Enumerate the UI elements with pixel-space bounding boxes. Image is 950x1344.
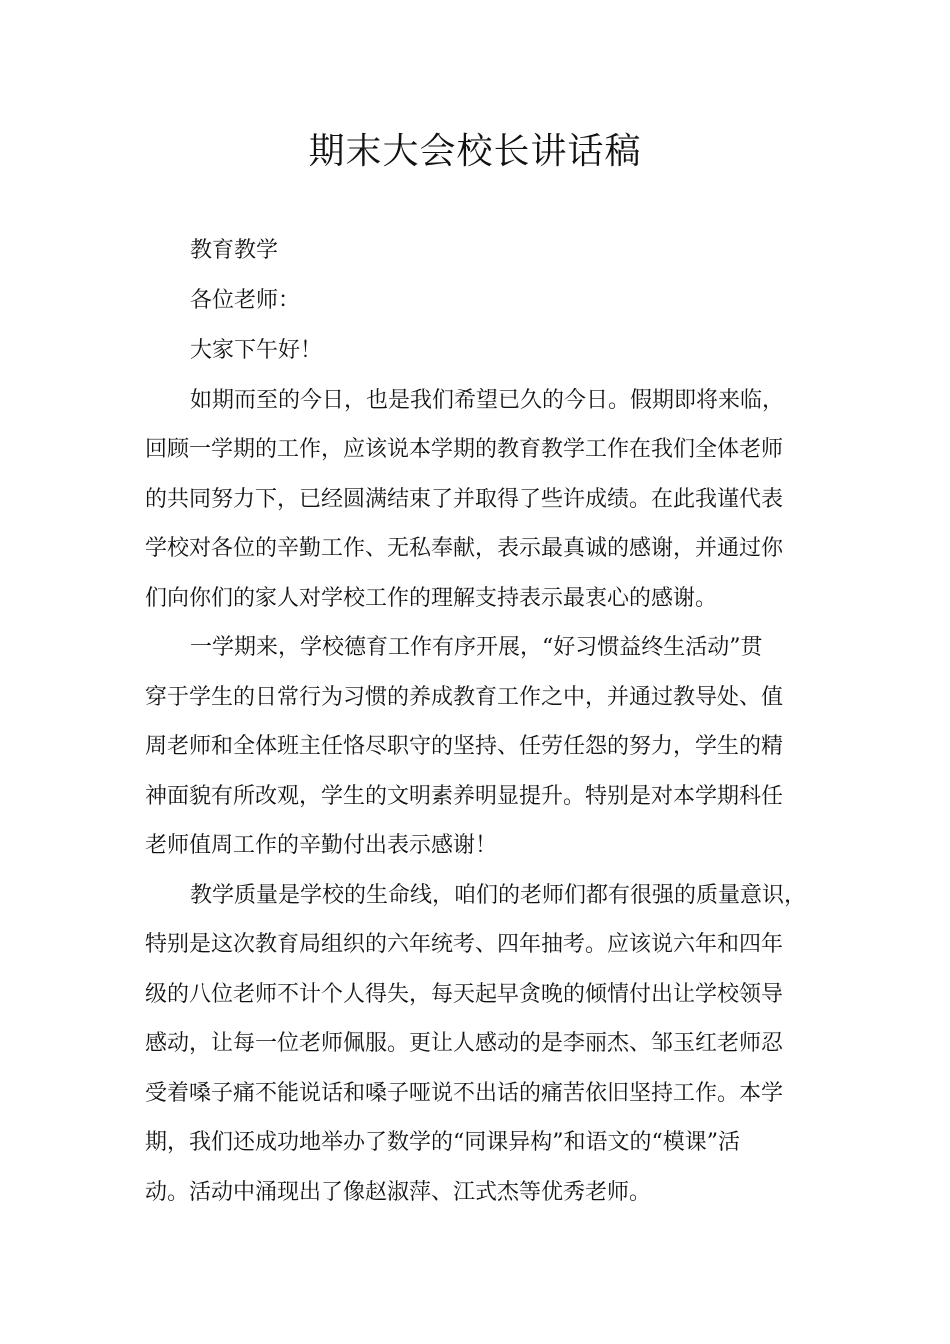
salutation: 各位老师： (190, 288, 301, 313)
paragraph-2-line: 穿于学生的日常行为习惯的养成教育工作之中，并通过教导处、值 (145, 685, 784, 710)
paragraph-1-line: 的共同努力下，已经圆满结束了并取得了些许成绩。在此我谨代表 (145, 487, 784, 512)
paragraph-3-line: 级的八位老师不计个人得失，每天起早贪晚的倾情付出让学校领导 (145, 982, 784, 1007)
paragraph-3-line: 教学质量是学校的生命线，咱们的老师们都有很强的质量意识， (190, 883, 807, 908)
paragraph-3-line: 感动，让每一位老师佩服。更让人感动的是李丽杰、邹玉红老师忍 (145, 1031, 784, 1056)
section-label: 教育教学 (190, 238, 279, 263)
paragraph-1-line: 学校对各位的辛勤工作、无私奉献，表示最真诚的感谢，并通过你 (145, 536, 784, 561)
paragraph-1-line: 回顾一学期的工作，应该说本学期的教育教学工作在我们全体老师 (145, 437, 784, 462)
paragraph-2-line: 老师值周工作的辛勤付出表示感谢！ (145, 833, 498, 858)
paragraph-2-line: 神面貌有所改观，学生的文明素养明显提升。特别是对本学期科任 (145, 784, 784, 809)
paragraph-3-line: 特别是这次教育局组织的六年统考、四年抽考。应该说六年和四年 (145, 932, 784, 957)
document-title: 期末大会校长讲话稿 (308, 131, 642, 172)
paragraph-3-line: 期，我们还成功地举办了数学的“同课异构”和语文的“模课”活 (145, 1130, 740, 1155)
greeting: 大家下午好！ (190, 338, 323, 363)
paragraph-1-line: 们向你们的家人对学校工作的理解支持表示最衷心的感谢。 (145, 586, 718, 611)
paragraph-2-line: 周老师和全体班主任恪尽职守的坚持、任劳任怨的努力，学生的精 (145, 734, 784, 759)
paragraph-3-line: 受着嗓子痛不能说话和嗓子哑说不出话的痛苦依旧坚持工作。本学 (145, 1081, 784, 1106)
paragraph-1-line: 如期而至的今日，也是我们希望已久的今日。假期即将来临， (190, 388, 785, 413)
paragraph-2-line: 一学期来，学校德育工作有序开展，“好习惯益终生活动”贯 (190, 635, 763, 660)
paragraph-3-line: 动。活动中涌现出了像赵淑萍、江式杰等优秀老师。 (145, 1180, 652, 1205)
